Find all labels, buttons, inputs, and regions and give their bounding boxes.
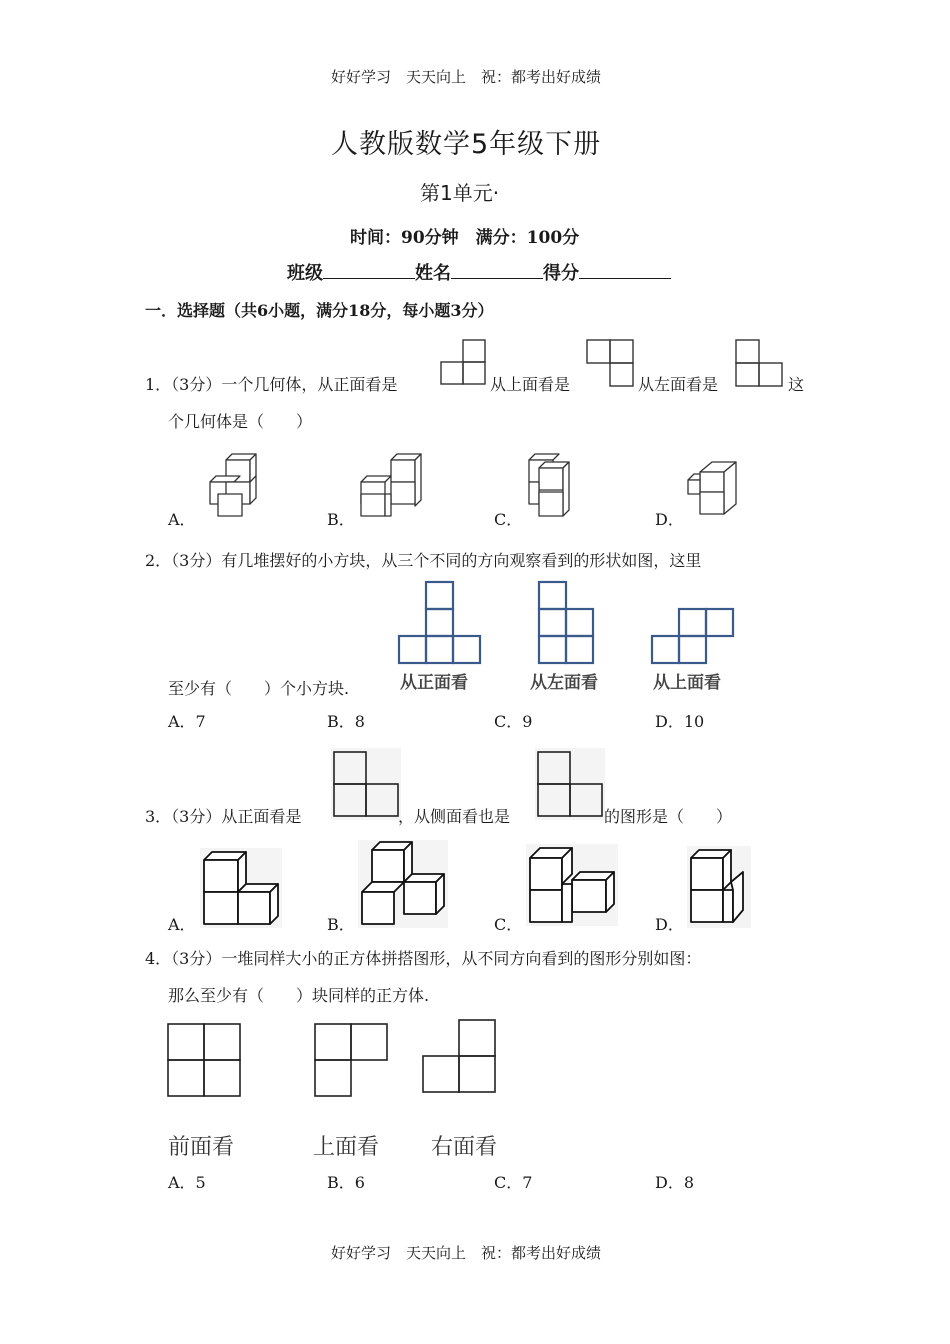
q1-option-c[interactable]: C． bbox=[494, 510, 523, 529]
q2-top-view-figure bbox=[651, 608, 737, 666]
q4-view-label-top: 上面看 bbox=[313, 1135, 380, 1160]
q1-option-d-figure bbox=[686, 460, 742, 520]
score-label: 得分 bbox=[543, 263, 579, 284]
q3-text-b: ，从侧面看也是 bbox=[398, 807, 511, 826]
name-label: 姓名 bbox=[415, 263, 451, 284]
section-heading: 一．选择题（共6小题，满分18分，每小题3分） bbox=[145, 301, 494, 320]
student-info-line bbox=[287, 259, 671, 285]
q1-left-view-figure bbox=[734, 338, 786, 390]
q3-option-d[interactable]: D． bbox=[655, 915, 684, 934]
q2-option-c[interactable]: C．9 bbox=[494, 712, 533, 731]
q1-option-d[interactable]: D． bbox=[655, 510, 684, 529]
class-field[interactable] bbox=[323, 260, 415, 279]
q3-option-b-figure bbox=[358, 840, 448, 928]
q2-view-label-top: 从上面看 bbox=[653, 673, 721, 693]
q4-option-d[interactable]: D．8 bbox=[655, 1173, 695, 1192]
q3-option-d-figure bbox=[687, 846, 751, 928]
q2-front-view-figure bbox=[398, 580, 484, 666]
q4-top-view-figure bbox=[313, 1022, 389, 1098]
q1-text-line2: 个几何体是（ ） bbox=[168, 412, 313, 431]
document-title: 人教版数学5年级下册 bbox=[331, 129, 602, 160]
q1-text-d: 这 bbox=[788, 375, 805, 394]
q4-front-view-figure bbox=[166, 1022, 242, 1098]
q1-text-a: 1．（3分）一个几何体，从正面看是 bbox=[145, 375, 398, 394]
q4-right-view-figure bbox=[421, 1018, 497, 1094]
q4-option-c[interactable]: C．7 bbox=[494, 1173, 533, 1192]
q3-option-c-figure bbox=[526, 844, 618, 926]
q2-left-view-figure bbox=[538, 580, 598, 666]
footer-motto: 好好学习 天天向上 祝：都考出好成绩 bbox=[331, 1244, 602, 1262]
q4-view-label-right: 右面看 bbox=[431, 1135, 498, 1160]
name-field[interactable] bbox=[451, 260, 543, 279]
q3-front-view-figure bbox=[331, 748, 401, 820]
q2-option-d[interactable]: D．10 bbox=[655, 712, 705, 731]
header-motto: 好好学习 天天向上 祝：都考出好成绩 bbox=[331, 68, 602, 86]
time-score-line: 时间：90分钟 满分：100分 bbox=[350, 228, 580, 248]
q3-text-c: 的图形是（ ） bbox=[604, 807, 733, 826]
q1-front-view-figure bbox=[439, 338, 489, 388]
q2-view-label-front: 从正面看 bbox=[400, 673, 468, 693]
q4-text-line2: 那么至少有（ ）块同样的正方体. bbox=[168, 986, 430, 1005]
q1-option-a-figure bbox=[202, 454, 264, 518]
unit-label: 第1单元· bbox=[420, 181, 500, 205]
q2-option-a[interactable]: A．7 bbox=[168, 712, 206, 731]
q3-option-b[interactable]: B． bbox=[327, 915, 355, 934]
score-field[interactable] bbox=[579, 260, 671, 279]
q1-option-a[interactable]: A． bbox=[168, 510, 196, 529]
q4-view-label-front: 前面看 bbox=[168, 1135, 235, 1160]
q3-option-a[interactable]: A． bbox=[168, 915, 196, 934]
q1-option-b[interactable]: B． bbox=[327, 510, 355, 529]
q4-text-line1: 4．（3分）一堆同样大小的正方体拼搭图形，从不同方向看到的图形分别如图： bbox=[145, 949, 702, 968]
q1-top-view-figure bbox=[585, 338, 637, 390]
q1-option-b-figure bbox=[359, 454, 425, 518]
q3-text-a: 3．（3分）从正面看是 bbox=[145, 807, 302, 826]
q2-text-line1: 2．（3分）有几堆摆好的小方块，从三个不同的方向观察看到的形状如图，这里 bbox=[145, 551, 702, 570]
class-label: 班级 bbox=[287, 263, 323, 284]
q2-view-label-left: 从左面看 bbox=[530, 673, 598, 693]
q1-text-c: 从左面看是 bbox=[638, 375, 719, 394]
q2-text-line2: 至少有（ ）个小方块. bbox=[168, 679, 350, 698]
q4-option-a[interactable]: A．5 bbox=[168, 1173, 206, 1192]
q2-option-b[interactable]: B．8 bbox=[327, 712, 365, 731]
q1-text-b: 从上面看是 bbox=[490, 375, 571, 394]
q3-side-view-figure bbox=[535, 748, 605, 820]
q3-option-a-figure bbox=[200, 848, 282, 928]
q4-option-b[interactable]: B．6 bbox=[327, 1173, 365, 1192]
q1-option-c-figure bbox=[527, 454, 577, 520]
q3-option-c[interactable]: C． bbox=[494, 915, 523, 934]
